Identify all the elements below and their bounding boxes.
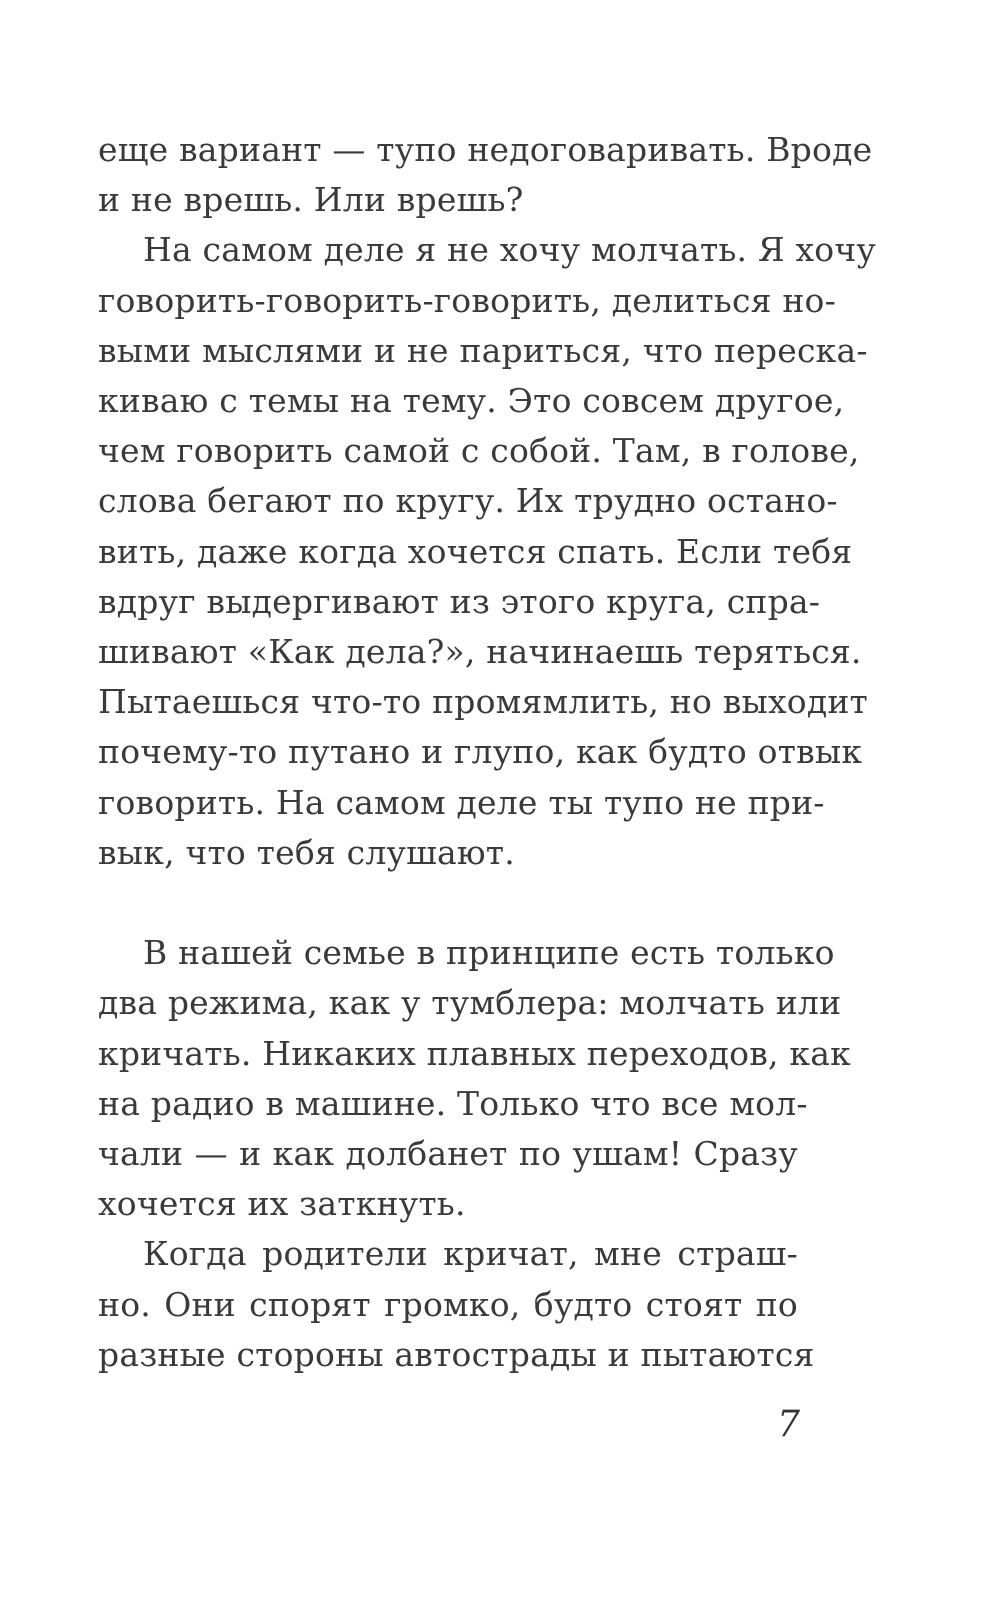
page-number: 7 [777,1404,800,1445]
text-line: вдруг выдергивают из этого круга, спра- [98,582,821,621]
text-line: и не врешь. Или врешь? [98,180,524,219]
text-line: еще вариант — тупо недоговаривать. Вроде [98,130,873,169]
text-line: выми мыслями и не париться, что переска- [98,331,868,370]
text-line: кричать. Никаких плавных переходов, как [98,1034,851,1073]
text-line: говорить. На самом деле ты тупо не при- [98,783,825,822]
text-line: киваю с темы на тему. Это совсем другое, [98,381,845,420]
text-line: Пытаешься что-то промямлить, но выходит [98,682,868,721]
text-line: почему-то путано и глупо, как будто отвык [98,732,863,771]
text-line: вык, что тебя слушают. [98,833,515,872]
text-line: говорить-говорить-говорить, делиться но- [98,281,836,320]
text-line: слова бегают по кругу. Их трудно остано- [98,481,838,520]
text-line: разные стороны автострады и пытаются [98,1335,815,1374]
paragraph-first-line: На самом деле я не хочу молчать. Я хочу [143,230,876,269]
paragraph-first-line: В нашей семье в принципе есть только [143,933,835,972]
text-line: шивают «Как дела?», начинаешь теряться. [98,632,862,671]
text-line: вить, даже когда хочется спать. Если тебя [98,532,853,571]
text-line: но. Они спорят громко, будто стоят по [98,1285,798,1324]
paragraph-first-line: Когда родители кричат, мне страш- [143,1234,798,1273]
text-line: на радио в машине. Только что все мол- [98,1084,808,1123]
text-line: два режима, как у тумблера: молчать или [98,983,842,1022]
text-line: чали — и как долбанет по ушам! Сразу [98,1134,798,1173]
text-line: чем говорить самой с собой. Там, в голове, [98,431,860,470]
text-line: хочется их заткнуть. [98,1184,466,1223]
